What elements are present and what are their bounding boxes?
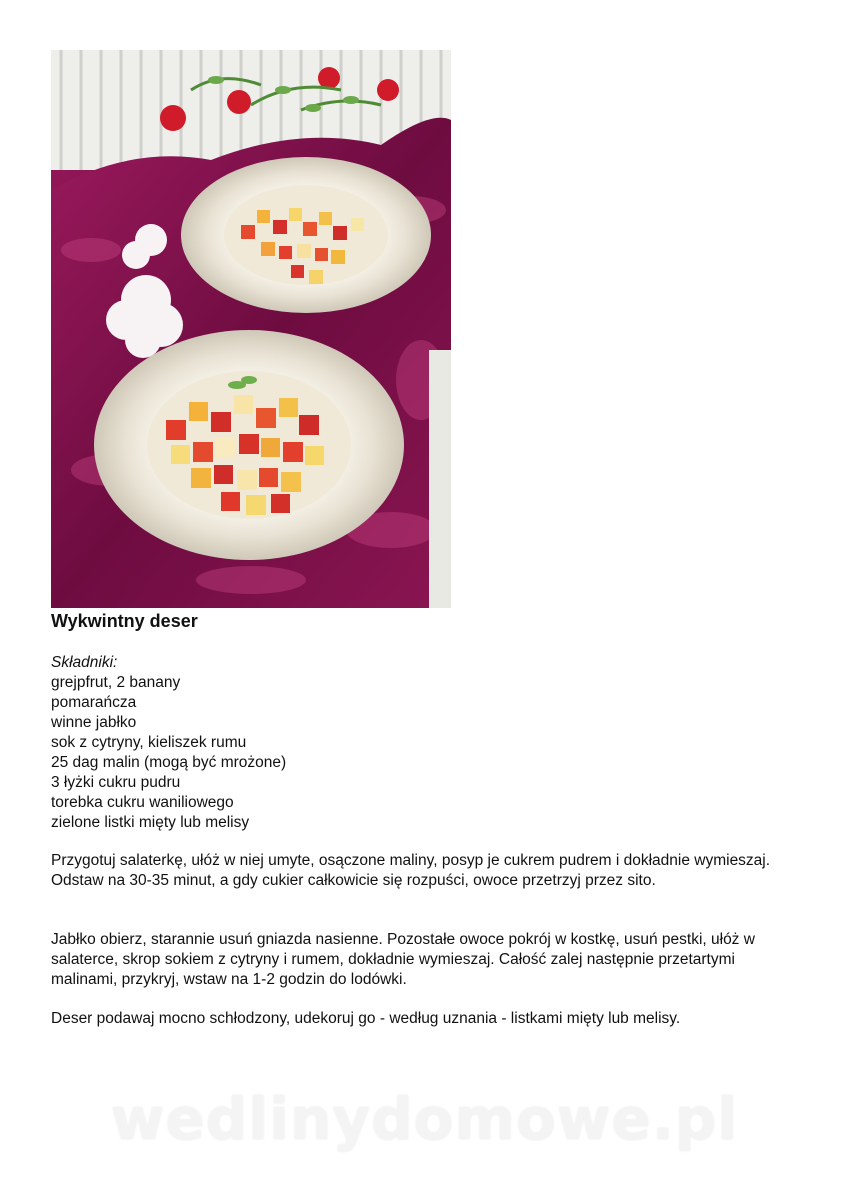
ingredient-item: torebka cukru waniliowego bbox=[51, 794, 234, 811]
site-watermark: wedlinydomowe.pl bbox=[110, 1085, 739, 1153]
ingredients-list bbox=[51, 673, 286, 833]
ingredient-item: 3 łyżki cukru pudru bbox=[51, 774, 181, 791]
ingredient-item: grejpfrut, 2 banany bbox=[51, 674, 181, 691]
instruction-paragraph: Przygotuj salaterkę, ułóż w niej umyte, osączone maliny, posyp je cukrem pudrem i dokładnie wymieszaj. Odstaw na 30-35 minut, a gdy cukier całkowicie się rozpuści, owoce przetrzyj przez sito. bbox=[51, 852, 771, 889]
instruction-paragraph: Deser podawaj mocno schłodzony, udekoruj go - według uznania - listkami mięty lub melisy. bbox=[51, 1010, 681, 1027]
ingredients-label: Składniki: bbox=[51, 654, 118, 671]
ingredient-item: winne jabłko bbox=[51, 714, 137, 731]
ingredient-item: sok z cytryny, kieliszek rumu bbox=[51, 734, 247, 751]
ingredient-item: pomarańcza bbox=[51, 694, 137, 711]
dessert-photo bbox=[51, 50, 451, 608]
ingredient-item: 25 dag malin (mogą być mrożone) bbox=[51, 754, 287, 771]
ingredient-item: zielone listki mięty lub melisy bbox=[51, 814, 250, 831]
instruction-paragraph: Jabłko obierz, starannie usuń gniazda nasienne. Pozostałe owoce pokrój w kostkę, usuń pestki, ułóż w salaterce, skrop sokiem z cytryny i rumem, dokładnie wymieszaj. Całość zalej następnie przetartymi malinami, przykryj, wstaw na 1-2 godzin do lodówki. bbox=[51, 931, 755, 988]
recipe-title: Wykwintny deser bbox=[51, 611, 198, 631]
